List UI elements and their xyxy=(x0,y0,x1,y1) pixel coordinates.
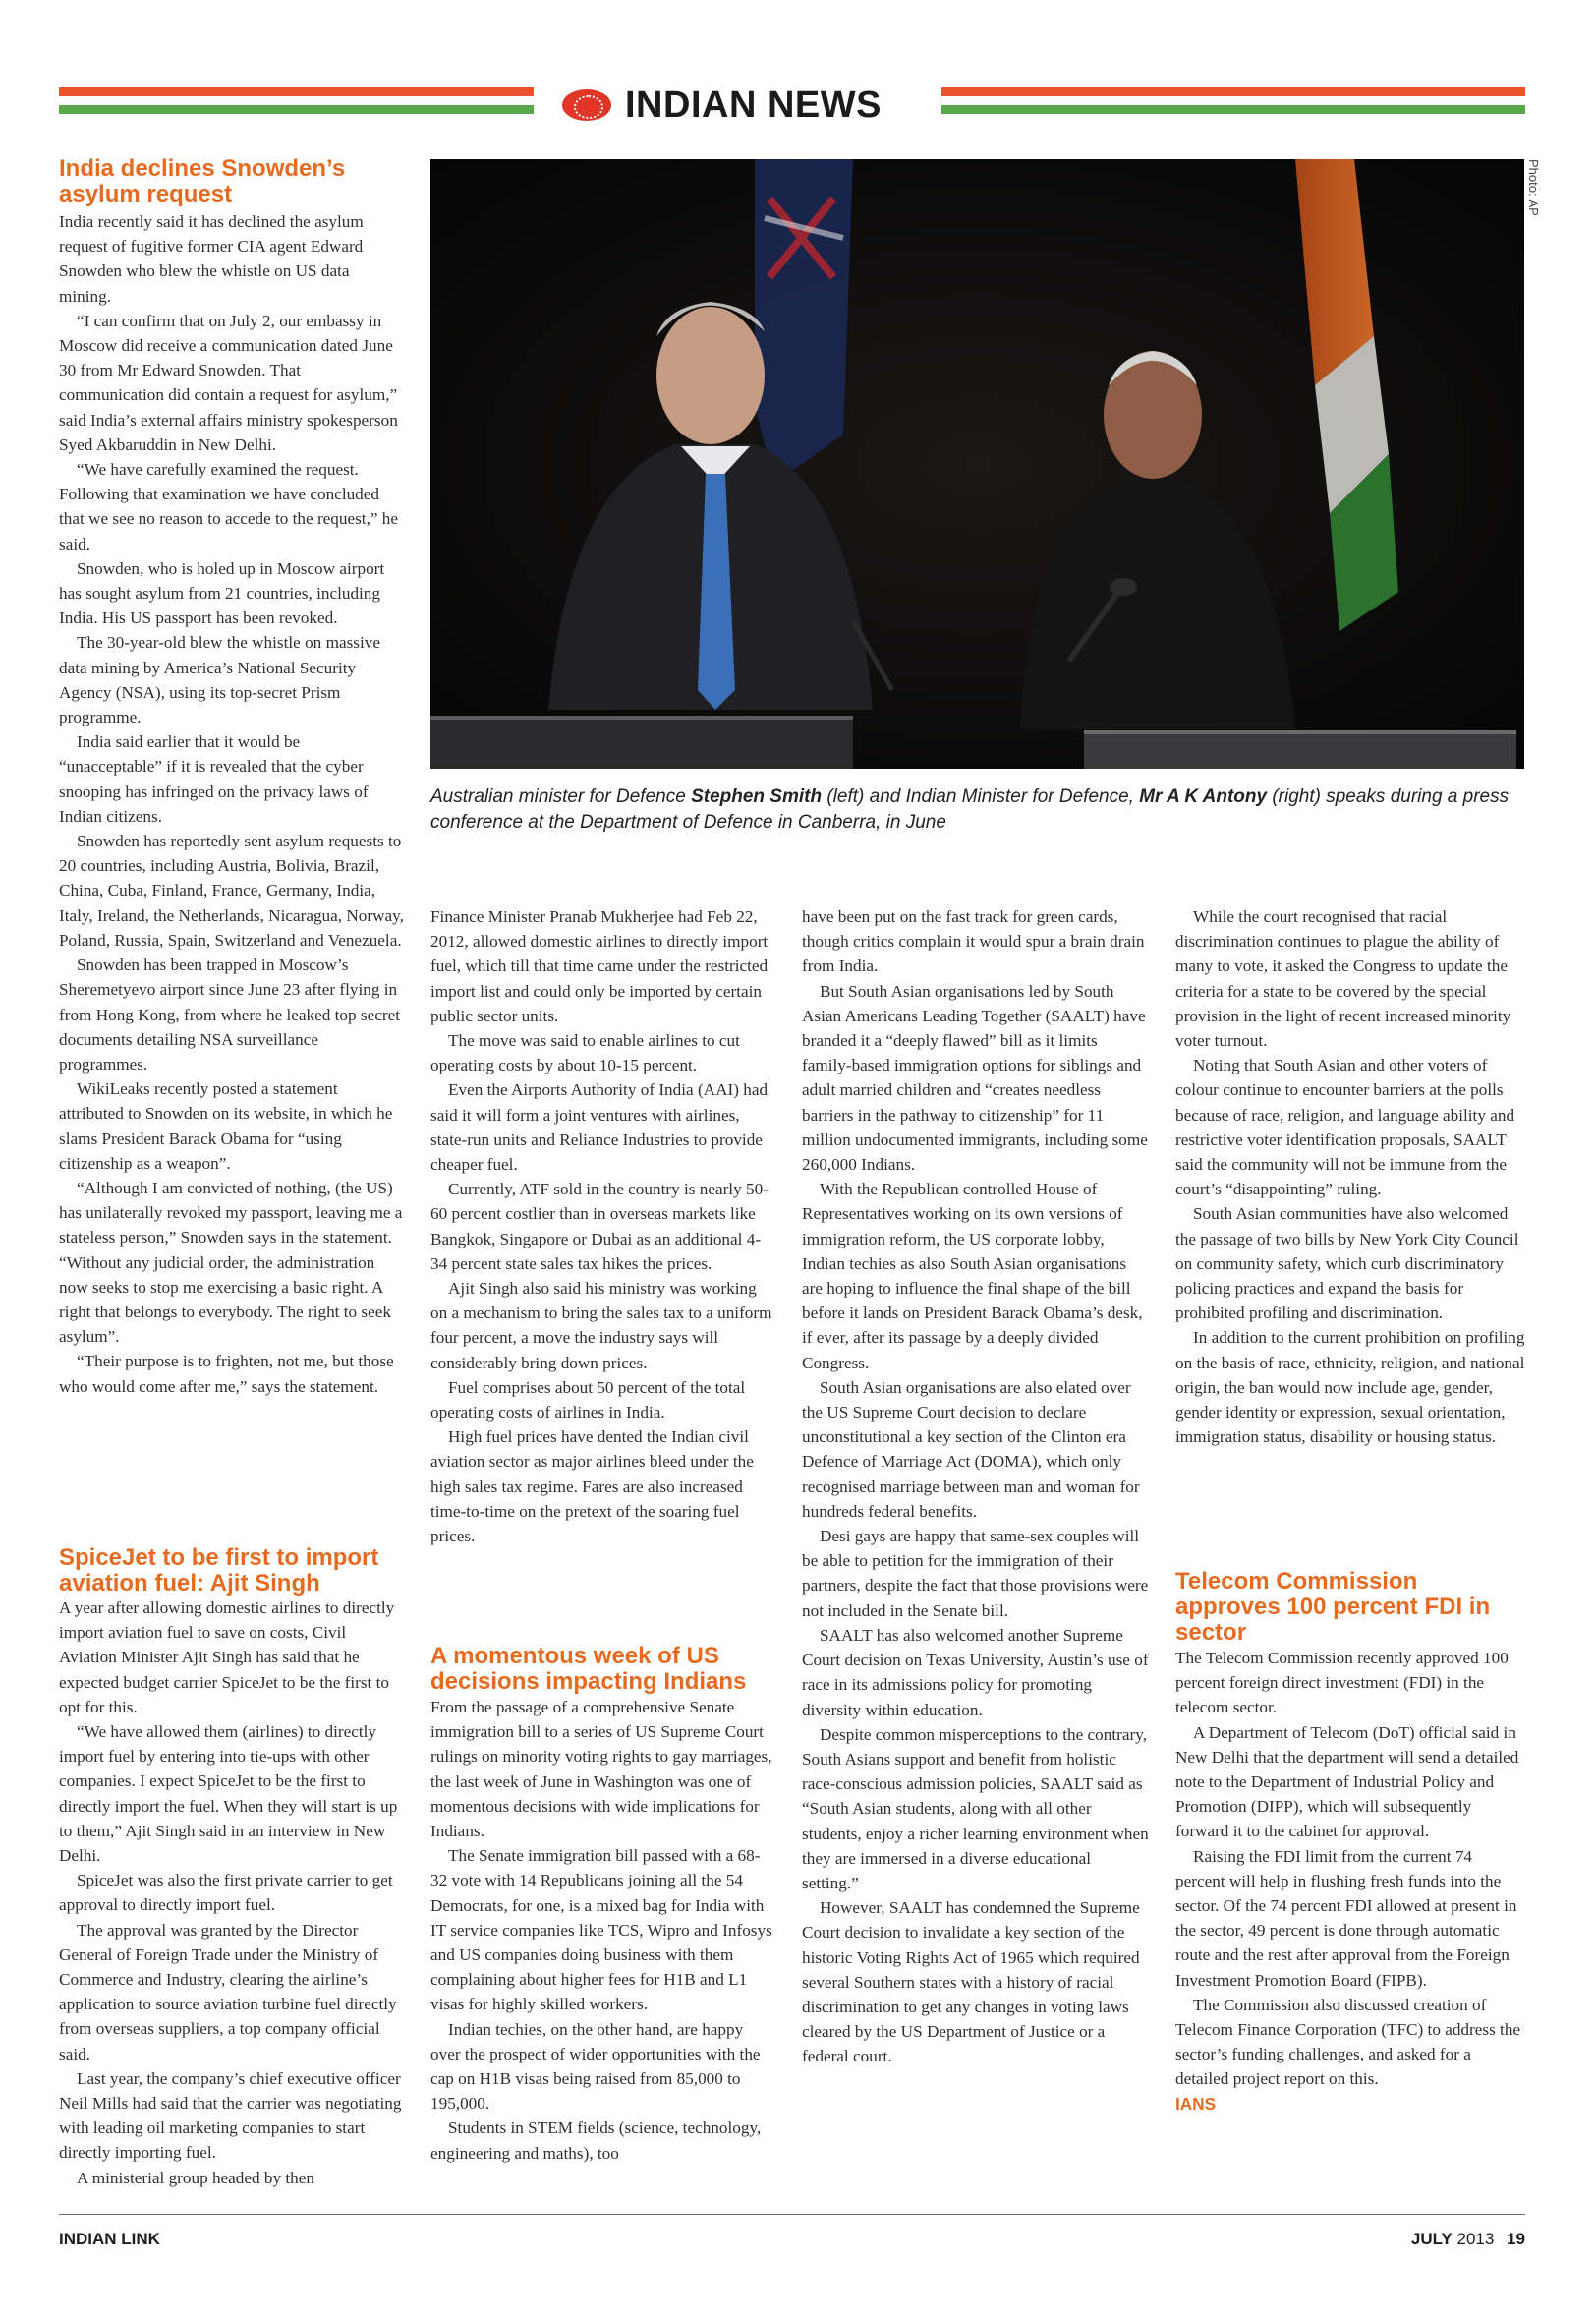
paragraph: A year after allowing domestic airlines to directly import aviation fuel to save on costs, Civil Aviation Minister Ajit Singh has said that he expected budget carrier SpiceJet to be the first to opt for this. xyxy=(59,1598,395,1716)
article-body-us-decisions-col2 xyxy=(430,1695,776,2166)
paragraph: High fuel prices have dented the Indian civil aviation sector as major airlines bleed under the high sales tax regime. Fares are also increased time-to-time on the pretext of the soaring fuel prices. xyxy=(430,1427,754,1546)
section-title: INDIAN NEWS xyxy=(625,84,882,126)
paragraph: “We have carefully examined the request. Following that examination we have concluded that we see no reason to accede to the request,” he said. xyxy=(59,460,399,553)
header-stripe-left xyxy=(59,87,534,123)
press-conference-photo xyxy=(430,159,1524,769)
paragraph: The move was said to enable airlines to cut operating costs by about 10-15 percent. xyxy=(430,1031,740,1075)
caption-text: (right) speaks during a press conference at the Department of Defence in Canberra, in June xyxy=(430,786,1510,833)
paragraph: Fuel comprises about 50 percent of the total operating costs of airlines in India. xyxy=(430,1377,746,1422)
paragraph: SpiceJet was also the first private carrier to get approval to directly import fuel. xyxy=(59,1871,393,1915)
paragraph: “Their purpose is to frighten, not me, but those who would come after me,” says the statement. xyxy=(59,1352,394,1396)
article-headline-spicejet: SpiceJet to be first to import aviation fuel: Ajit Singh xyxy=(59,1544,379,1596)
paragraph: South Asian communities have also welcomed the passage of two bills by New York City Council on community safety, which curb discriminatory policing practices and expand the basis for prohibited profiling and discrimination. xyxy=(1175,1204,1519,1323)
page-number: 19 xyxy=(1507,2230,1525,2248)
article-headline-snowden: India declines Snowden’s asylum request xyxy=(59,155,346,207)
article-headline-telecom: Telecom Commission approves 100 percent FDI in sector xyxy=(1175,1568,1491,1646)
caption-name: Mr A K Antony xyxy=(1139,786,1268,807)
article-body-spicejet-col1 xyxy=(59,1596,405,2190)
paragraph: Raising the FDI limit from the current 74 percent will help in flushing fresh funds into the sector. Of the 74 percent FDI allowed at present in the sector, 49 percent is done through automatic route and the rest after approval from the Foreign Investment Promotion Board (FIPB). xyxy=(1175,1846,1517,1990)
article-body-spicejet-col2 xyxy=(430,904,776,1548)
footer-date-page xyxy=(1396,2230,1525,2249)
photo-caption xyxy=(430,784,1525,836)
paragraph: A Department of Telecom (DoT) official said in New Delhi that the department will send a detailed note to the Department of Industrial Policy and Promotion (DIPP), which will subsequently forward it to the cabinet for approval. xyxy=(1175,1722,1519,1841)
paragraph: Last year, the company’s chief executive officer Neil Mills had said that the carrier was negotiating with leading oil marketing companies to start directly importing fuel. xyxy=(59,2068,402,2163)
paragraph: The 30-year-old blew the whistle on massive data mining by America’s National Security Agency (NSA), using its top-secret Prism programme. xyxy=(59,633,380,727)
paragraph: The approval was granted by the Director General of Foreign Trade under the Ministry of Commerce and Industry, clearing the airline’s application to source aviation turbine fuel directly from overseas suppliers, a top company official said. xyxy=(59,1920,397,2063)
article-body-us-decisions-col3 xyxy=(802,904,1150,2069)
paragraph: But South Asian organisations led by South Asian Americans Leading Together (SAALT) have branded it a “deeply flawed” bill as it limits family-based immigration options for siblings and adult married children and “creates needless barriers in the pathway to citizenship” for 11 million undocumented immigrants, including some 260,000 Indians. xyxy=(802,981,1148,1175)
paragraph: With the Republican controlled House of Representatives working on its own versions of immigration reform, the US corporate lobby, Indian techies as also South Asian organisations are hoping to influence the final shape of the bill before it lands on President Barack Obama’s desk, if ever, after its passage by a deeply divided Congress. xyxy=(802,1180,1143,1372)
paragraph: The Telecom Commission recently approved 100 percent foreign direct investment (FDI) in the telecom sector. xyxy=(1175,1649,1509,1717)
paragraph: Desi gays are happy that same-sex couples will be able to petition for the immigration of their partners, despite the fact that those provisions were not included in the Senate bill. xyxy=(802,1527,1149,1620)
paragraph: “We have allowed them (airlines) to directly import fuel by entering into tie-ups with other companies. I expect SpiceJet to be the first to directly import the fuel. When they will start is up to them,” Ajit Singh said in an interview in New Delhi. xyxy=(59,1722,398,1866)
paragraph: Despite common misperceptions to the contrary, South Asians support and benefit from holistic race-conscious admission policies, SAALT said as “South Asian students, along with all other students, enjoy a richer learning environment when they are immersed in a diverse educational setting.” xyxy=(802,1724,1149,1892)
paragraph: Indian techies, on the other hand, are happy over the prospect of wider opportunities with the cap on H1B visas being raised from 85,000 to 195,000. xyxy=(430,2019,761,2114)
paragraph: SAALT has also welcomed another Supreme Court decision on Texas University, Austin’s use of race in its admissions policy for promoting diversity within education. xyxy=(802,1625,1149,1719)
paragraph: Ajit Singh also said his ministry was working on a mechanism to bring the sales tax to a uniform four percent, a move the industry says will considerably bring down prices. xyxy=(430,1279,772,1372)
paragraph: Even the Airports Authority of India (AAI) had said it will form a joint ventures with airlines, state-run units and Reliance Industries to provide cheaper fuel. xyxy=(430,1080,769,1175)
paragraph: In addition to the current prohibition on profiling on the basis of race, ethnicity, religion, and national origin, the ban would now include age, gender, gender identity or expression, sexual orientation, immigration status, disability or housing status. xyxy=(1175,1328,1525,1447)
photo-illustration xyxy=(430,159,1524,769)
footer-divider xyxy=(59,2214,1525,2215)
paragraph: Students in STEM fields (science, technology, engineering and maths), too xyxy=(430,2119,762,2163)
paragraph: have been put on the fast track for green cards, though critics complain it would spur a brain drain from India. xyxy=(802,907,1145,976)
chakra-logo-icon xyxy=(562,89,611,121)
article-headline-us-decisions: A momentous week of US decisions impacting Indians xyxy=(430,1643,747,1695)
paragraph: Snowden has been trapped in Moscow’s Sheremetyevo airport since June 23 after flying in from Hong Kong, from where he leaked top secret documents detailing NSA surveillance programmes. xyxy=(59,956,400,1074)
paragraph: India said earlier that it would be “unacceptable” if it is revealed that the cyber snooping has infringed on the privacy laws of Indian citizens. xyxy=(59,732,369,826)
paragraph: Currently, ATF sold in the country is nearly 50-60 percent costlier than in overseas markets like Bangkok, Singapore or Dubai as an additional 4-34 percent state sales tax hikes the prices. xyxy=(430,1180,769,1273)
footer-month: JULY xyxy=(1410,2230,1453,2248)
paragraph: A ministerial group headed by then xyxy=(77,2168,315,2187)
paragraph: The Senate immigration bill passed with a 68-32 vote with 14 Republicans joining all the 54 Democrats, for one, is a mixed bag for India with IT service companies like TCS, Wipro and Infosys and US companies doing business with them complaining about higher fees for H1B and L1 visas for highly skilled workers. xyxy=(430,1846,772,2014)
paragraph: From the passage of a comprehensive Senate immigration bill to a series of US Supreme Court rulings on minority voting rights to gay marriages, the last week of June in Washington was one of momentous decisions with wide implications for Indians. xyxy=(430,1698,772,1841)
source-credit: IANS xyxy=(1175,2093,1217,2114)
paragraph: South Asian organisations are also elated over the US Supreme Court decision to declare unconstitutional a key section of the Clinton era Defence of Marriage Act (DOMA), which only recognised marriage between man and woman for hundreds federal benefits. xyxy=(802,1377,1140,1521)
paragraph: “I can confirm that on July 2, our embassy in Moscow did receive a communication dated June 30 from Mr Edward Snowden. That communication did contain a request for asylum,” said India’s external affairs ministry spokesperson Syed Akbaruddin in New Delhi. xyxy=(59,311,398,454)
article-body-us-decisions-col4 xyxy=(1175,904,1525,1449)
photo-credit-text: Photo: AP xyxy=(1526,159,1541,216)
footer-year: 2013 xyxy=(1456,2230,1495,2248)
footer-publication: INDIAN LINK xyxy=(59,2230,160,2248)
paragraph: Noting that South Asian and other voters of colour continue to encounter barriers at the polls because of race, religion, and language ability and restrictive voter identification proposals, SAALT said the community will not be immune from the court’s “disappointing” ruling. xyxy=(1175,1056,1515,1199)
caption-text: (left) and Indian Minister for Defence, xyxy=(822,786,1140,807)
paragraph: While the court recognised that racial discrimination continues to plague the ability of many to vote, it asked the Congress to update the criteria for a state to be covered by the special provision in the light of recent increased minority voter turnout. xyxy=(1175,907,1511,1051)
paragraph: The Commission also discussed creation of Telecom Finance Corporation (TFC) to address the sector’s funding challenges, and asked for a detailed project report on this. xyxy=(1175,1995,1521,2089)
caption-text: Australian minister for Defence xyxy=(430,786,692,807)
paragraph: However, SAALT has condemned the Supreme Court decision to invalidate a key section of the historic Voting Rights Act of 1965 which required several Southern states with a history of racial discrimination to get any changes in voting laws cleared by the US Department of Justice or a federal court. xyxy=(802,1898,1140,2066)
article-body-snowden xyxy=(59,209,405,1399)
caption-name: Stephen Smith xyxy=(691,786,823,807)
paragraph: WikiLeaks recently posted a statement attributed to Snowden on its website, in which he slams President Barack Obama for “using citizenship as a weapon”. xyxy=(59,1079,393,1173)
paragraph: Finance Minister Pranab Mukherjee had Feb 22, 2012, allowed domestic airlines to directly import fuel, which till that time came under the restricted import list and could only be imported by certain public sector units. xyxy=(430,907,769,1025)
paragraph: India recently said it has declined the asylum request of fugitive former CIA agent Edward Snowden who blew the whistle on US data mining. xyxy=(59,212,364,306)
section-header xyxy=(562,81,926,130)
article-body-telecom xyxy=(1175,1646,1525,2117)
paragraph: Snowden, who is holed up in Moscow airport has sought asylum from 21 countries, including India. His US passport has been revoked. xyxy=(59,558,385,628)
photo-credit xyxy=(1521,159,1551,238)
header-stripe-right xyxy=(941,87,1525,123)
paragraph: Snowden has reportedly sent asylum requests to 20 countries, including Austria, Bolivia, Brazil, China, Cuba, Finland, France, Germany, India, Italy, Ireland, the Netherlands, Nicaragua, Norway, Poland, Russia, Spain, Switzerland and Venezuela. xyxy=(59,832,404,950)
paragraph: “Although I am convicted of nothing, (the US) has unilaterally revoked my passport, leaving me a stateless person,” Snowden says in the statement. “Without any judicial order, the administration now seeks to stop me exercising a basic right. A right that belongs to everybody. The right to seek asylum”. xyxy=(59,1178,403,1347)
